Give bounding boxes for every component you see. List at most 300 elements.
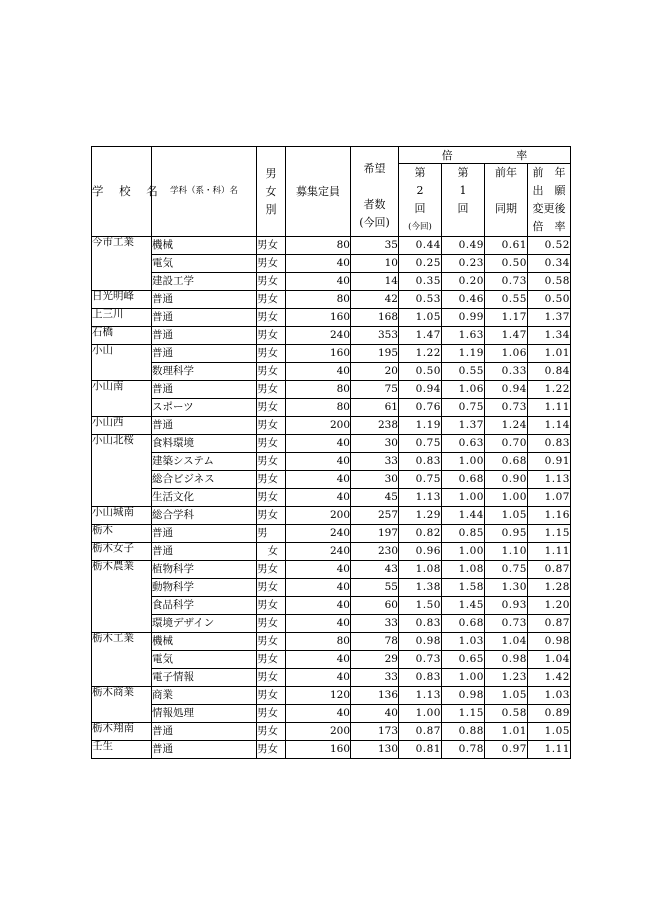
rate-round1-cell: 0.63 <box>442 435 485 453</box>
table-row <box>92 327 571 345</box>
hope-count-cell: 238 <box>351 417 399 435</box>
rate-round1-cell: 0.68 <box>442 615 485 633</box>
quota-cell: 200 <box>286 723 351 741</box>
sex-cell: 男女 <box>257 471 286 489</box>
rate-prev-same-cell: 0.50 <box>485 255 528 273</box>
header-department: 学科（系・科）名 <box>152 147 257 237</box>
rate-prev-same-cell: 0.73 <box>485 273 528 291</box>
rate-prev-same-cell: 0.95 <box>485 525 528 543</box>
header-round1-line: 第 <box>457 166 469 179</box>
rate-prev-final-cell: 0.87 <box>528 561 571 579</box>
hope-count-cell: 45 <box>351 489 399 507</box>
rate-prev-final-cell: 0.50 <box>528 291 571 309</box>
header-prev-final-line: 倍 率 <box>532 220 566 233</box>
quota-cell: 40 <box>286 615 351 633</box>
rate-prev-final-cell: 1.15 <box>528 525 571 543</box>
rate-prev-same-cell: 0.98 <box>485 651 528 669</box>
table-row <box>92 561 571 579</box>
rate-round2-cell: 1.29 <box>399 507 442 525</box>
school-name-cell: 小山西 <box>92 417 152 435</box>
rate-round2-cell: 1.22 <box>399 345 442 363</box>
hope-count-cell: 60 <box>351 597 399 615</box>
sex-cell: 男女 <box>257 453 286 471</box>
school-name-cell: 今市工業 <box>92 237 152 291</box>
rate-prev-final-cell: 0.98 <box>528 633 571 651</box>
header-round2-line: (今回) <box>408 222 432 232</box>
rate-round1-cell: 0.46 <box>442 291 485 309</box>
school-name-cell: 栃木翔南 <box>92 723 152 741</box>
sex-cell: 男女 <box>257 651 286 669</box>
rate-prev-same-cell: 1.06 <box>485 345 528 363</box>
department-cell: 普通 <box>152 543 257 561</box>
department-cell: スポーツ <box>152 399 257 417</box>
quota-cell: 240 <box>286 327 351 345</box>
rate-prev-final-cell: 0.52 <box>528 237 571 255</box>
rate-round1-cell: 1.00 <box>442 669 485 687</box>
department-cell: 生活文化 <box>152 489 257 507</box>
rate-prev-final-cell: 0.34 <box>528 255 571 273</box>
school-name-cell: 上三川 <box>92 309 152 327</box>
rate-round2-cell: 0.25 <box>399 255 442 273</box>
rate-prev-same-cell: 0.97 <box>485 741 528 759</box>
header-round2-line: 第 <box>414 166 426 179</box>
department-cell: 商業 <box>152 687 257 705</box>
quota-cell: 40 <box>286 255 351 273</box>
quota-cell: 240 <box>286 525 351 543</box>
quota-cell: 80 <box>286 237 351 255</box>
rate-round2-cell: 0.98 <box>399 633 442 651</box>
quota-cell: 40 <box>286 561 351 579</box>
rate-round1-cell: 0.99 <box>442 309 485 327</box>
sex-cell: 男女 <box>257 273 286 291</box>
table-body <box>92 237 571 759</box>
quota-cell: 40 <box>286 669 351 687</box>
sex-cell: 男女 <box>257 417 286 435</box>
sex-cell: 男女 <box>257 309 286 327</box>
header-sex-line: 女 <box>265 184 277 198</box>
hope-count-cell: 78 <box>351 633 399 651</box>
table-row <box>92 417 571 435</box>
table-row <box>92 741 571 759</box>
rate-round2-cell: 0.83 <box>399 669 442 687</box>
rate-round2-cell: 1.05 <box>399 309 442 327</box>
sex-cell: 男女 <box>257 615 286 633</box>
quota-cell: 200 <box>286 507 351 525</box>
quota-cell: 40 <box>286 705 351 723</box>
rate-prev-same-cell: 1.05 <box>485 687 528 705</box>
rate-prev-final-cell: 1.34 <box>528 327 571 345</box>
quota-cell: 120 <box>286 687 351 705</box>
table-row <box>92 669 571 687</box>
department-cell: 情報処理 <box>152 705 257 723</box>
school-name-cell: 栃木商業 <box>92 687 152 723</box>
department-cell: 電気 <box>152 651 257 669</box>
rate-prev-final-cell: 1.03 <box>528 687 571 705</box>
table-row <box>92 705 571 723</box>
department-cell: 数理科学 <box>152 363 257 381</box>
department-cell: 電気 <box>152 255 257 273</box>
quota-cell: 80 <box>286 633 351 651</box>
rate-prev-final-cell: 1.28 <box>528 579 571 597</box>
department-cell: 普通 <box>152 345 257 363</box>
rate-prev-same-cell: 1.24 <box>485 417 528 435</box>
hope-count-cell: 230 <box>351 543 399 561</box>
rate-round1-cell: 1.03 <box>442 633 485 651</box>
hope-count-cell: 40 <box>351 705 399 723</box>
school-name-cell: 石橋 <box>92 327 152 345</box>
school-name-cell: 栃木農業 <box>92 561 152 633</box>
rate-round1-cell: 1.00 <box>442 543 485 561</box>
sex-cell: 男女 <box>257 237 286 255</box>
rate-round2-cell: 1.00 <box>399 705 442 723</box>
hope-count-cell: 130 <box>351 741 399 759</box>
table-row <box>92 651 571 669</box>
table-row <box>92 723 571 741</box>
table-row <box>92 435 571 453</box>
sex-cell: 男女 <box>257 255 286 273</box>
rate-prev-final-cell: 0.58 <box>528 273 571 291</box>
quota-cell: 160 <box>286 741 351 759</box>
rate-round1-cell: 0.85 <box>442 525 485 543</box>
hope-count-cell: 10 <box>351 255 399 273</box>
hope-count-cell: 30 <box>351 435 399 453</box>
sex-cell: 男 <box>257 525 286 543</box>
rate-round2-cell: 1.50 <box>399 597 442 615</box>
table-row <box>92 453 571 471</box>
department-cell: 普通 <box>152 741 257 759</box>
rate-round1-cell: 0.65 <box>442 651 485 669</box>
rate-round1-cell: 1.37 <box>442 417 485 435</box>
sex-cell: 男女 <box>257 291 286 309</box>
header-round2-line: 2 <box>416 184 424 197</box>
rate-round2-cell: 1.08 <box>399 561 442 579</box>
school-name-cell: 小山 <box>92 345 152 381</box>
rate-round1-cell: 1.63 <box>442 327 485 345</box>
sex-cell: 男女 <box>257 327 286 345</box>
admission-rate-table <box>91 146 571 759</box>
header-hope-line: 希望 <box>363 161 386 175</box>
rate-prev-final-cell: 1.42 <box>528 669 571 687</box>
rate-round1-cell: 1.58 <box>442 579 485 597</box>
rate-prev-same-cell: 0.58 <box>485 705 528 723</box>
header-prev-final-line: 前 年 <box>532 166 566 179</box>
sex-cell: 男女 <box>257 381 286 399</box>
quota-cell: 80 <box>286 399 351 417</box>
header-round1-line: 回 <box>457 202 469 215</box>
rate-round1-cell: 1.44 <box>442 507 485 525</box>
department-cell: 環境デザイン <box>152 615 257 633</box>
rate-prev-final-cell: 1.11 <box>528 741 571 759</box>
hope-count-cell: 20 <box>351 363 399 381</box>
hope-count-cell: 33 <box>351 453 399 471</box>
rate-prev-final-cell: 1.07 <box>528 489 571 507</box>
rate-prev-final-cell: 1.04 <box>528 651 571 669</box>
quota-cell: 40 <box>286 453 351 471</box>
rate-prev-same-cell: 0.68 <box>485 453 528 471</box>
school-name-cell: 壬生 <box>92 741 152 759</box>
sex-cell: 男女 <box>257 507 286 525</box>
school-name-cell: 栃木 <box>92 525 152 543</box>
table-row <box>92 399 571 417</box>
header-prev-same-line: 前年 <box>495 166 517 179</box>
header-prev-final-line: 出 願 <box>532 184 566 197</box>
rate-round2-cell: 0.75 <box>399 471 442 489</box>
header-sex-line: 男 <box>265 166 277 180</box>
rate-prev-final-cell: 1.11 <box>528 543 571 561</box>
rate-prev-same-cell: 1.00 <box>485 489 528 507</box>
table-row <box>92 471 571 489</box>
table-row <box>92 633 571 651</box>
quota-cell: 40 <box>286 273 351 291</box>
department-cell: 電子情報 <box>152 669 257 687</box>
rate-round2-cell: 0.35 <box>399 273 442 291</box>
quota-cell: 40 <box>286 435 351 453</box>
rate-round1-cell: 0.75 <box>442 399 485 417</box>
hope-count-cell: 168 <box>351 309 399 327</box>
header-sex-line: 別 <box>265 202 277 216</box>
hope-count-cell: 35 <box>351 237 399 255</box>
department-cell: 普通 <box>152 723 257 741</box>
rate-round1-cell: 0.55 <box>442 363 485 381</box>
rate-round2-cell: 0.83 <box>399 453 442 471</box>
rate-round2-cell: 0.87 <box>399 723 442 741</box>
rate-round2-cell: 1.13 <box>399 687 442 705</box>
rate-prev-same-cell: 1.01 <box>485 723 528 741</box>
rate-round1-cell: 0.20 <box>442 273 485 291</box>
rate-prev-final-cell: 1.20 <box>528 597 571 615</box>
table-row <box>92 579 571 597</box>
table-row <box>92 543 571 561</box>
header-rate-right: 率 <box>516 148 528 162</box>
header-sex <box>257 147 286 237</box>
table-row <box>92 363 571 381</box>
hope-count-cell: 55 <box>351 579 399 597</box>
rate-round2-cell: 0.81 <box>399 741 442 759</box>
quota-cell: 240 <box>286 543 351 561</box>
sex-cell: 男女 <box>257 363 286 381</box>
header-hope <box>351 147 399 237</box>
header-round2 <box>399 164 442 237</box>
header-hope-line: (今回) <box>359 215 390 229</box>
rate-prev-same-cell: 1.10 <box>485 543 528 561</box>
quota-cell: 160 <box>286 309 351 327</box>
sex-cell: 男女 <box>257 741 286 759</box>
sex-cell: 男女 <box>257 579 286 597</box>
department-cell: 建設工学 <box>152 273 257 291</box>
rate-round1-cell: 1.15 <box>442 705 485 723</box>
department-cell: 普通 <box>152 417 257 435</box>
rate-prev-final-cell: 0.83 <box>528 435 571 453</box>
header-prev-final <box>528 164 571 237</box>
table-row <box>92 273 571 291</box>
rate-prev-final-cell: 0.87 <box>528 615 571 633</box>
rate-prev-same-cell: 0.33 <box>485 363 528 381</box>
hope-count-cell: 33 <box>351 669 399 687</box>
rate-round1-cell: 0.78 <box>442 741 485 759</box>
sex-cell: 男女 <box>257 633 286 651</box>
department-cell: 普通 <box>152 291 257 309</box>
rate-prev-same-cell: 0.93 <box>485 597 528 615</box>
rate-prev-final-cell: 1.16 <box>528 507 571 525</box>
table-row <box>92 489 571 507</box>
rate-round2-cell: 1.47 <box>399 327 442 345</box>
rate-prev-same-cell: 1.04 <box>485 633 528 651</box>
rate-prev-same-cell: 1.17 <box>485 309 528 327</box>
rate-round1-cell: 0.88 <box>442 723 485 741</box>
quota-cell: 40 <box>286 597 351 615</box>
department-cell: 普通 <box>152 309 257 327</box>
rate-round2-cell: 0.50 <box>399 363 442 381</box>
sex-cell: 男女 <box>257 399 286 417</box>
rate-prev-final-cell: 1.13 <box>528 471 571 489</box>
department-cell: 食品科学 <box>152 597 257 615</box>
rate-prev-final-cell: 1.05 <box>528 723 571 741</box>
header-prev-same-line: 同期 <box>495 202 517 215</box>
hope-count-cell: 30 <box>351 471 399 489</box>
header-round1 <box>442 164 485 237</box>
department-cell: 食料環境 <box>152 435 257 453</box>
table-row <box>92 345 571 363</box>
rate-round2-cell: 0.53 <box>399 291 442 309</box>
rate-prev-final-cell: 1.11 <box>528 399 571 417</box>
table-row <box>92 309 571 327</box>
table-row <box>92 255 571 273</box>
table-row <box>92 687 571 705</box>
rate-round2-cell: 0.82 <box>399 525 442 543</box>
hope-count-cell: 42 <box>351 291 399 309</box>
quota-cell: 40 <box>286 363 351 381</box>
sex-cell: 男女 <box>257 345 286 363</box>
rate-round2-cell: 0.76 <box>399 399 442 417</box>
rate-round1-cell: 1.06 <box>442 381 485 399</box>
table-row <box>92 291 571 309</box>
department-cell: 普通 <box>152 525 257 543</box>
hope-count-cell: 43 <box>351 561 399 579</box>
quota-cell: 40 <box>286 471 351 489</box>
sex-cell: 男女 <box>257 705 286 723</box>
rate-prev-same-cell: 0.55 <box>485 291 528 309</box>
rate-prev-final-cell: 0.89 <box>528 705 571 723</box>
header-round2-line: 回 <box>414 202 426 215</box>
sex-cell: 男女 <box>257 489 286 507</box>
sex-cell: 男女 <box>257 669 286 687</box>
table-row <box>92 525 571 543</box>
rate-round2-cell: 0.94 <box>399 381 442 399</box>
school-name-cell: 栃木工業 <box>92 633 152 687</box>
header-rate-group <box>399 147 571 164</box>
school-name-cell: 小山北桜 <box>92 435 152 507</box>
rate-round2-cell: 0.73 <box>399 651 442 669</box>
sex-cell: 女 <box>257 543 286 561</box>
sex-cell: 男女 <box>257 597 286 615</box>
rate-round1-cell: 0.49 <box>442 237 485 255</box>
hope-count-cell: 29 <box>351 651 399 669</box>
department-cell: 総合ビジネス <box>152 471 257 489</box>
school-name-cell: 日光明峰 <box>92 291 152 309</box>
hope-count-cell: 195 <box>351 345 399 363</box>
quota-cell: 40 <box>286 489 351 507</box>
rate-round1-cell: 0.98 <box>442 687 485 705</box>
department-cell: 総合学科 <box>152 507 257 525</box>
school-name-cell: 小山城南 <box>92 507 152 525</box>
rate-round1-cell: 1.45 <box>442 597 485 615</box>
rate-round1-cell: 1.00 <box>442 489 485 507</box>
rate-round2-cell: 1.19 <box>399 417 442 435</box>
header-quota: 募集定員 <box>286 147 351 237</box>
hope-count-cell: 353 <box>351 327 399 345</box>
department-cell: 普通 <box>152 381 257 399</box>
school-name-cell: 栃木女子 <box>92 543 152 561</box>
header-school: 学 校 名 <box>92 147 152 237</box>
department-cell: 普通 <box>152 327 257 345</box>
rate-round1-cell: 1.08 <box>442 561 485 579</box>
rate-prev-final-cell: 1.01 <box>528 345 571 363</box>
header-rate-left: 倍 <box>441 148 453 162</box>
header-round1-line: 1 <box>459 184 467 197</box>
rate-prev-same-cell: 1.05 <box>485 507 528 525</box>
rate-round1-cell: 0.23 <box>442 255 485 273</box>
hope-count-cell: 75 <box>351 381 399 399</box>
header-prev-same <box>485 164 528 237</box>
rate-round1-cell: 1.00 <box>442 453 485 471</box>
sex-cell: 男女 <box>257 723 286 741</box>
department-cell: 建築システム <box>152 453 257 471</box>
rate-prev-same-cell: 0.61 <box>485 237 528 255</box>
school-name-cell: 小山南 <box>92 381 152 417</box>
rate-prev-same-cell: 0.73 <box>485 399 528 417</box>
department-cell: 動物科学 <box>152 579 257 597</box>
rate-prev-same-cell: 0.70 <box>485 435 528 453</box>
rate-prev-same-cell: 0.75 <box>485 561 528 579</box>
rate-round2-cell: 0.96 <box>399 543 442 561</box>
rate-prev-same-cell: 0.90 <box>485 471 528 489</box>
rate-round2-cell: 1.13 <box>399 489 442 507</box>
hope-count-cell: 136 <box>351 687 399 705</box>
department-cell: 植物科学 <box>152 561 257 579</box>
quota-cell: 80 <box>286 291 351 309</box>
rate-prev-same-cell: 0.94 <box>485 381 528 399</box>
rate-round2-cell: 0.75 <box>399 435 442 453</box>
rate-prev-same-cell: 1.23 <box>485 669 528 687</box>
sex-cell: 男女 <box>257 435 286 453</box>
department-cell: 機械 <box>152 237 257 255</box>
quota-cell: 40 <box>286 651 351 669</box>
table-row <box>92 381 571 399</box>
rate-prev-same-cell: 1.47 <box>485 327 528 345</box>
hope-count-cell: 197 <box>351 525 399 543</box>
header-prev-final-line: 変更後 <box>532 202 566 215</box>
rate-round1-cell: 0.68 <box>442 471 485 489</box>
rate-round2-cell: 1.38 <box>399 579 442 597</box>
rate-round2-cell: 0.83 <box>399 615 442 633</box>
quota-cell: 200 <box>286 417 351 435</box>
rate-prev-same-cell: 0.73 <box>485 615 528 633</box>
table-row <box>92 597 571 615</box>
hope-count-cell: 61 <box>351 399 399 417</box>
hope-count-cell: 257 <box>351 507 399 525</box>
hope-count-cell: 14 <box>351 273 399 291</box>
department-cell: 機械 <box>152 633 257 651</box>
rate-prev-final-cell: 1.22 <box>528 381 571 399</box>
rate-prev-final-cell: 0.91 <box>528 453 571 471</box>
sex-cell: 男女 <box>257 687 286 705</box>
quota-cell: 40 <box>286 579 351 597</box>
rate-round1-cell: 1.19 <box>442 345 485 363</box>
table-row <box>92 507 571 525</box>
table-row <box>92 237 571 255</box>
hope-count-cell: 33 <box>351 615 399 633</box>
rate-prev-final-cell: 1.14 <box>528 417 571 435</box>
